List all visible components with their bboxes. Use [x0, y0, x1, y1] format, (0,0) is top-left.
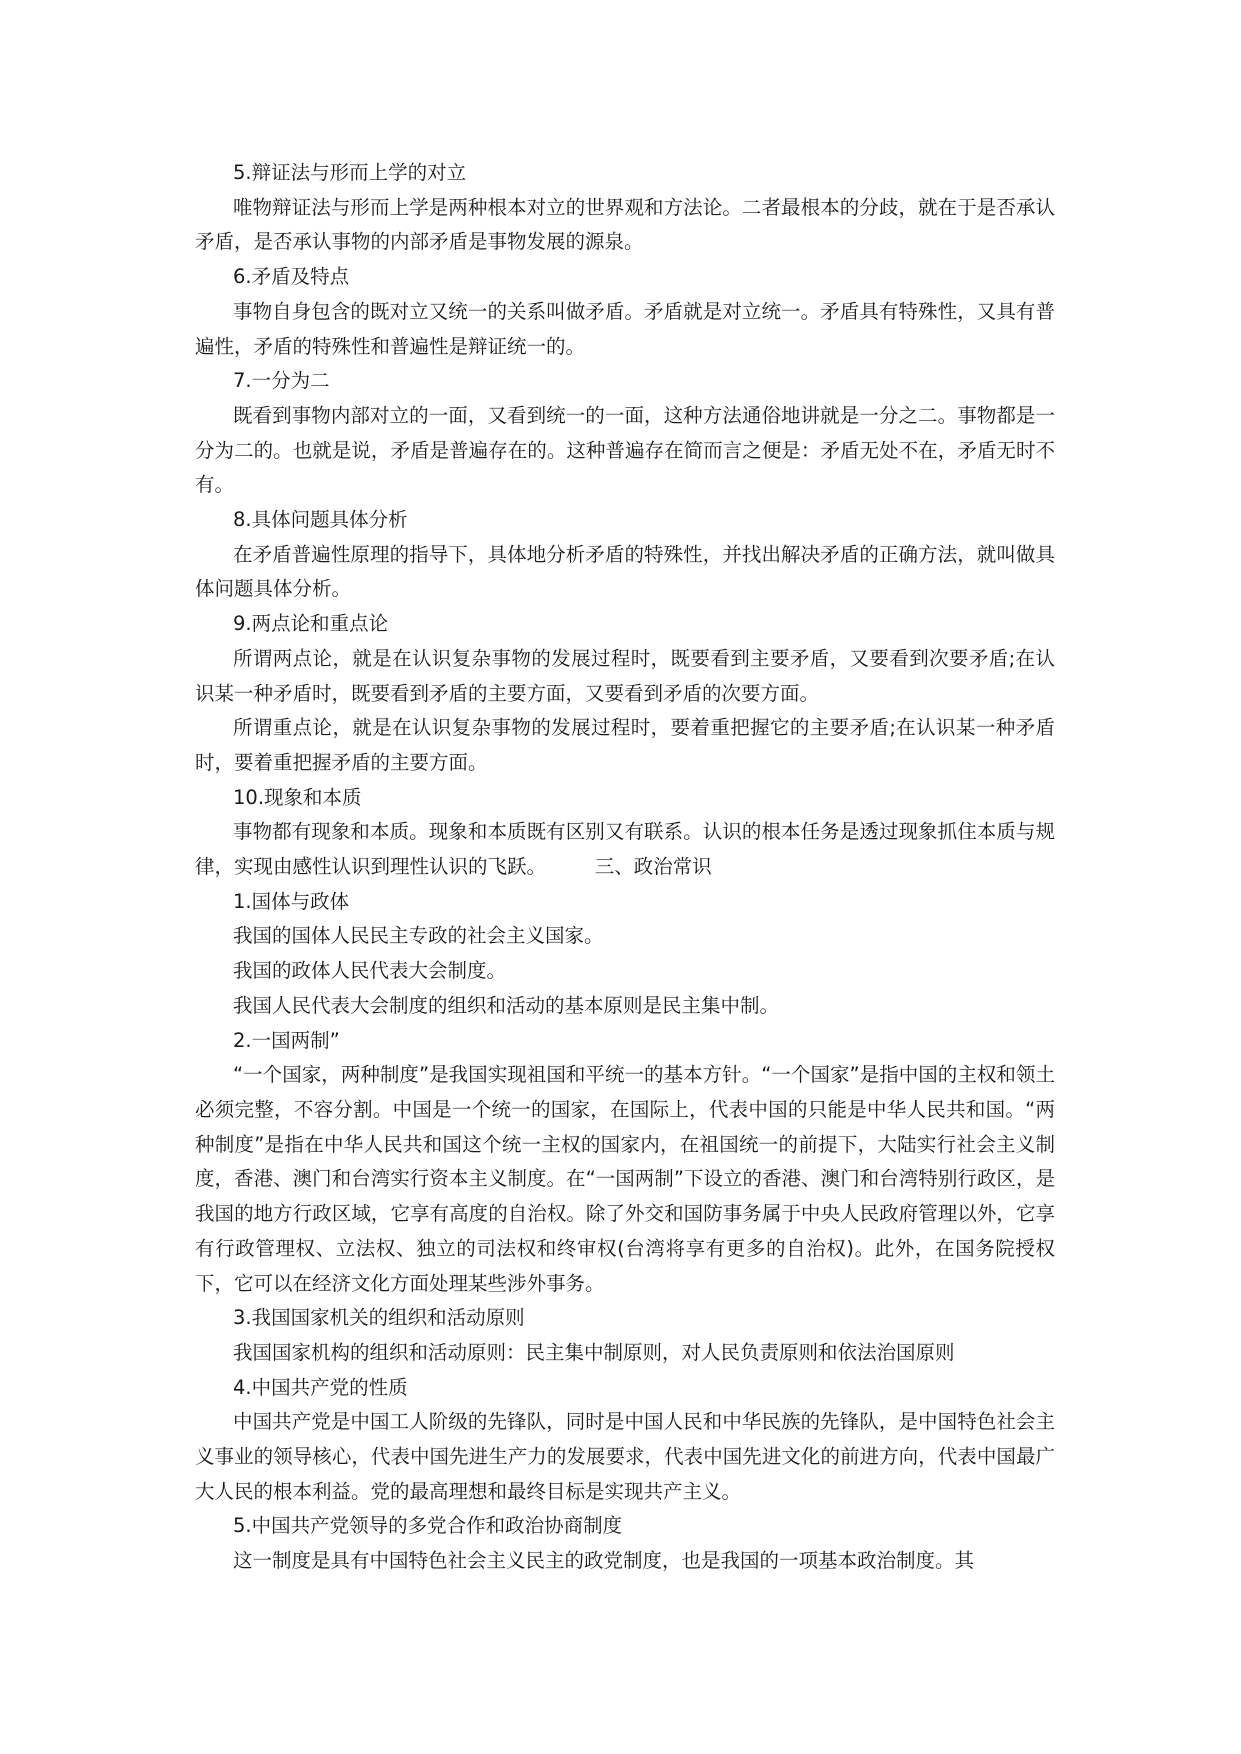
section-heading: 1.国体与政体 — [233, 889, 350, 913]
body-paragraph: 我国国家机构的组织和活动原则：民主集中制原则，对人民负责原则和依法治国原则 — [233, 1340, 955, 1364]
body-paragraph: 中国共产党是中国工人阶级的先锋队，同时是中国人民和中华民族的先锋队，是中国特色社会主义事业的领导核心，代表中国先进生产力的发展要求，代表中国先进文化的前进方向，代表中国最广大人民的根本利益。党的最高理想和最终目标是实现共产主义。 — [195, 1410, 1055, 1503]
section-heading: 4.中国共产党的性质 — [233, 1375, 408, 1399]
section-heading: 6.矛盾及特点 — [233, 265, 350, 289]
body-paragraph: 所谓重点论，就是在认识复杂事物的发展过程时，要着重把握它的主要矛盾;在认识某一种矛盾时，要着重把握矛盾的主要方面。 — [195, 716, 1055, 774]
body-paragraph: 这一制度是具有中国特色社会主义民主的政党制度，也是我国的一项基本政治制度。其 — [233, 1549, 975, 1573]
body-paragraph: 所谓两点论，就是在认识复杂事物的发展过程时，既要看到主要矛盾，又要看到次要矛盾;在认识某一种矛盾时，既要看到矛盾的主要方面，又要看到矛盾的次要方面。 — [195, 646, 1055, 705]
body-paragraph: 我国的政体人民代表大会制度。 — [233, 959, 507, 983]
section-heading: 7.一分为二 — [233, 369, 330, 393]
body-paragraph: 我国人民代表大会制度的组织和活动的基本原则是民主集中制。 — [233, 993, 780, 1017]
section-heading: 5.辩证法与形而上学的对立 — [233, 161, 467, 184]
body-paragraph: 唯物辩证法与形而上学是两种根本对立的世界观和方法论。二者最根本的分歧，就在于是否承认矛盾，是否承认事物的内部矛盾是事物发展的源泉。 — [195, 195, 1055, 254]
body-paragraph: 事物都有现象和本质。现象和本质既有区别又有联系。认识的根本任务是透过现象抓住本质与规律，实现由感性认识到理性认识的飞跃。 三、政治常识 — [195, 820, 1055, 879]
section-heading: 10.现象和本质 — [233, 785, 362, 809]
section-heading: 8.具体问题具体分析 — [233, 508, 408, 532]
body-paragraph: 我国的国体人民民主专政的社会主义国家。 — [233, 924, 604, 948]
body-paragraph: 在矛盾普遍性原理的指导下，具体地分析矛盾的特殊性，并找出解决矛盾的正确方法，就叫做具体问题具体分析。 — [195, 542, 1055, 601]
body-paragraph: 既看到事物内部对立的一面，又看到统一的一面，这种方法通俗地讲就是一分之二。事物都是一分为二的。也就是说，矛盾是普遍存在的。这种普遍存在简而言之便是：矛盾无处不在，矛盾无时不有。 — [195, 403, 1055, 497]
section-heading: 9.两点论和重点论 — [233, 612, 389, 636]
section-heading: 2.一国两制” — [233, 1028, 340, 1052]
body-paragraph: “一个国家，两种制度”是我国实现祖国和平统一的基本方针。“一个国家”是指中国的主权和领土必须完整，不容分割。中国是一个统一的国家，在国际上，代表中国的只能是中华人民共和国。“两种制度”是指在中华人民共和国这个统一主权的国家内，在祖国统一的前提下，大陆实行社会主义制度，香港、澳门和台湾实行资本主义制度。在“一国两制”下设立的香港、澳门和台湾特别行政区，是我国的地方行政区域，它享有高度的自治权。除了外交和国防事务属于中央人民政府管理以外，它享有行政管理权、立法权、独立的司法权和终审权(台湾将享有更多的自治权)。此外，在国务院授权下，它可以在经济文化方面处理某些涉外事务。 — [195, 1063, 1055, 1295]
section-heading: 5.中国共产党领导的多党合作和政治协商制度 — [233, 1514, 623, 1538]
body-paragraph: 事物自身包含的既对立又统一的关系叫做矛盾。矛盾就是对立统一。矛盾具有特殊性，又具有普遍性，矛盾的特殊性和普遍性是辩证统一的。 — [195, 299, 1055, 358]
section-heading: 3.我国国家机关的组织和活动原则 — [233, 1306, 525, 1330]
document-body — [195, 156, 1055, 1579]
